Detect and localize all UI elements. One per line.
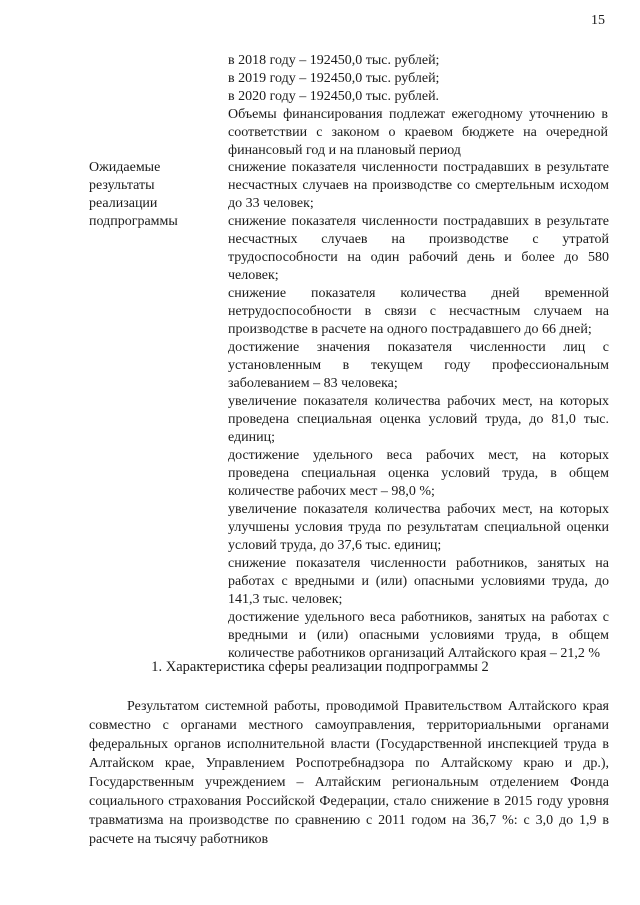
result-item: достижение удельного веса рабочих мест, на которых проведена специальная оценка условий труда, в общем количестве рабочих мест – 98,0 %; [228,448,609,499]
result-item: увеличение показателя количества рабочих мест, на которых улучшены условия труда по результатам специальной оценки условий труда, до 37,6 тыс. единиц; [228,502,609,553]
result-item: увеличение показателя количества рабочих мест, на которых проведена специальная оценка условий труда, до 81,0 тыс. единиц; [228,394,609,445]
funding-block [228,52,608,160]
section-title: 1. Характеристика сферы реализации подпрограммы 2 [151,659,489,675]
result-item: достижение удельного веса работников, занятых на работах с вредными и (или) опасными условиями труда, в общем количестве работников организаций Алтайского края – 21,2 % [228,610,609,661]
result-item: снижение показателя численности работников, занятых на работах с вредными и (или) опасными условиями труда, до 141,3 тыс. человек; [228,556,609,607]
result-item: достижение значения показателя численности лиц с установленным в текущем году профессиональным заболеванием – 83 человека; [228,340,609,391]
expected-results-list [228,159,609,663]
result-item: снижение показателя количества дней временной нетрудоспособности в связи с несчастным случаем на производстве в расчете на одного пострадавшего до 66 дней; [228,286,609,337]
funding-note: Объемы финансирования подлежат ежегодному уточнению в соответствии с законом о краевом бюджете на очередной финансовый год и на плановый период [228,107,608,158]
funding-line-2019: в 2019 году – 192450,0 тыс. рублей; [228,71,440,86]
funding-line-2018: в 2018 году – 192450,0 тыс. рублей; [228,53,440,68]
expected-results-label: Ожидаемые результаты реализации подпрограммы [89,160,178,229]
funding-line-2020: в 2020 году – 192450,0 тыс. рублей. [228,89,440,104]
result-item: снижение показателя численности пострадавших в результате несчастных случаев на производстве с утратой трудоспособности на один рабочий день и более до 580 человек; [228,214,609,283]
body-paragraph: Результатом системной работы, проводимой Правительством Алтайского края совместно с органами местного самоуправления, территориальными органами федеральных органов исполнительной власти (Государственной инспекцией труда в Алтайском крае, Управлением Роспотребнадзора по Алтайскому краю и др.), Государственным учреждением – Алтайским региональным отделением Фонда социального страхования Российской Федерации, стало снижение в 2015 году уровня травматизма на производстве по сравнению с 2011 годом на 36,7 %: с 3,0 до 1,9 в расчете на тысячу работников [89,699,609,847]
result-item: снижение показателя численности пострадавших в результате несчастных случаев на производстве со смертельным исходом до 33 человек; [228,160,609,211]
page-number: 15 [591,13,605,28]
